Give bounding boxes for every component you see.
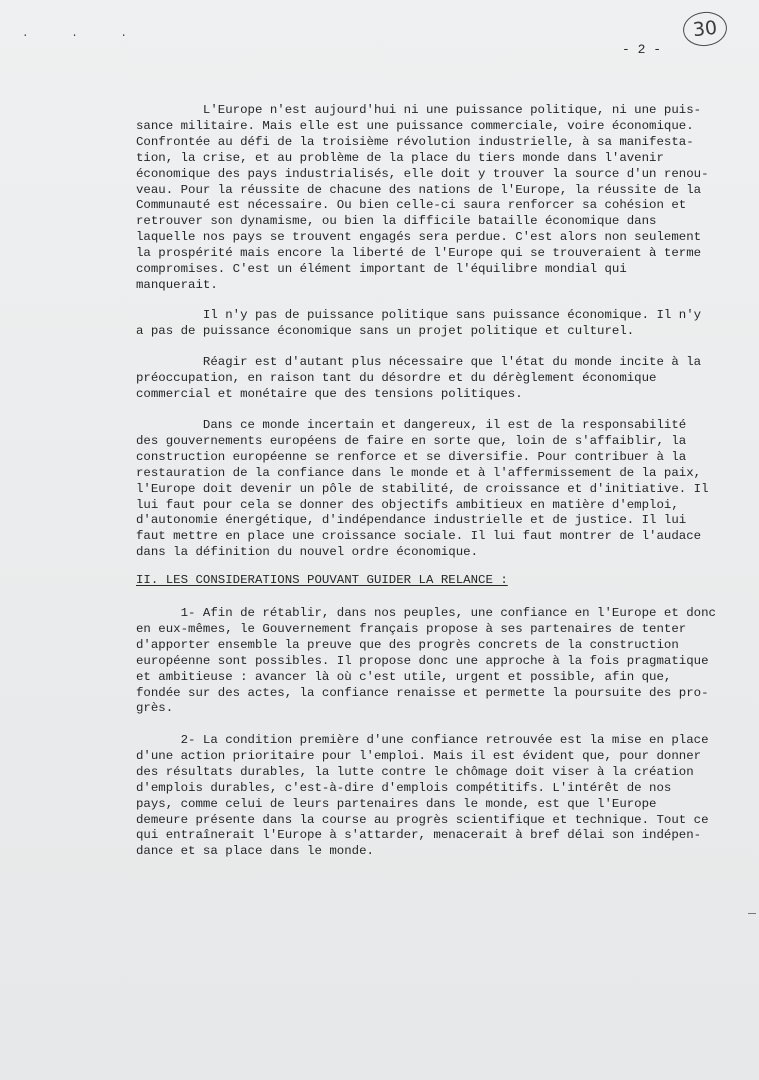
text-line: II. LES CONSIDERATIONS POUVANT GUIDER LA RELANCE : [136,573,508,587]
text-line: d'une action prioritaire pour l'emploi. Mais il est évident que, pour donner [136,748,702,763]
text-line: dans la définition du nouvel ordre économique. [136,545,479,560]
text-line: restauration de la confiance dans le monde et à l'affermissement de la paix, [136,465,702,480]
paragraph-europe-puissance [136,103,716,294]
text-line: Communauté est nécessaire. Ou bien celle-ci saura renforcer sa cohésion et [136,198,687,213]
text-line: la prospérité mais encore la liberté de l'Europe qui se trouveraient à terme [136,246,702,261]
text-line: Réagir est d'autant plus nécessaire que l'état du monde incite à la [136,355,702,369]
text-line: préoccupation, en raison tant du désordre et du dérèglement économique [136,370,657,385]
text-line: qui entraînerait l'Europe à s'attarder, menacerait à bref délai son indépen- [136,828,702,843]
text-line: Il n'y pas de puissance politique sans puissance économique. Il n'y [136,308,702,322]
text-line: construction européenne se renforce et se diversifie. Pour contribuer à la [136,449,687,464]
text-line: grès. [136,701,174,716]
text-line: en eux-mêmes, le Gouvernement français propose à ses partenaires de tenter [136,621,687,636]
text-line: faut mettre en place une croissance sociale. Il lui faut montrer de l'audace [136,529,702,544]
text-line: manquerait. [136,277,218,292]
text-line: l'Europe doit devenir un pôle de stabilité, de croissance et d'initiative. Il [136,481,709,496]
paragraph-monde-incertain [136,418,716,561]
paragraph-puissance-politique [136,308,716,340]
text-line: a pas de puissance économique sans un projet politique et culturel. [136,323,635,338]
text-line: veau. Pour la réussite de chacune des nations de l'Europe, la réussite de la [136,182,702,197]
text-line: fondée sur des actes, la confiance renaisse et permette la poursuite des pro- [136,685,709,700]
text-line: Dans ce monde incertain et dangereux, il est de la responsabilité [136,418,687,432]
text-line: tion, la crise, et au problème de la place du tiers monde dans l'avenir [136,150,664,165]
text-line: 2- La condition première d'une confiance retrouvée est la mise en place [136,733,709,747]
section-heading-considerations [136,573,716,589]
text-line: commercial et monétaire que des tensions politiques. [136,386,523,401]
text-line: laquelle nos pays se trouvent engagés sera perdue. C'est alors non seulement [136,230,702,245]
paragraph-point-1 [136,606,716,717]
archive-number-stamp: 30 [681,10,728,48]
paragraph-reagir [136,355,716,403]
text-line: dance et sa place dans le monde. [136,844,374,859]
text-line: retrouver son dynamisme, ou bien la difficile bataille économique dans [136,214,657,229]
text-line: Confrontée au défi de la troisième révolution industrielle, à sa manifesta- [136,134,694,149]
page-number: - 2 - [622,42,662,57]
paragraph-point-2 [136,733,716,860]
scan-marks: . . . [22,28,146,40]
text-line: d'autonomie énergétique, d'indépendance industrielle et de justice. Il lui [136,513,687,528]
text-line: d'apporter ensemble la preuve que des progrès concrets de la construction [136,637,679,652]
scan-edge-mark [748,913,756,914]
text-line: européenne sont possibles. Il propose donc une approche à la fois pragmatique [136,653,709,668]
text-line: sance militaire. Mais elle est une puissance commerciale, voire économique. [136,118,694,133]
text-line: et ambitieuse : avancer là où c'est utile, urgent et possible, afin que, [136,669,672,684]
text-line: des gouvernements européens de faire en sorte que, loin de s'affaiblir, la [136,433,687,448]
text-line: d'emplois durables, c'est-à-dire d'emplois compétitifs. L'intérêt de nos [136,780,672,795]
text-line: compromises. C'est un élément important de l'équilibre mondial qui [136,262,627,277]
text-line: L'Europe n'est aujourd'hui ni une puissance politique, ni une puis- [136,103,702,117]
text-line: 1- Afin de rétablir, dans nos peuples, une confiance en l'Europe et donc [136,606,716,620]
text-line: demeure présente dans la course au progrès scientifique et technique. Tout ce [136,812,709,827]
text-line: des résultats durables, la lutte contre le chômage doit viser à la création [136,764,694,779]
text-line: pays, comme celui de leurs partenaires dans le monde, est que l'Europe [136,796,657,811]
text-line: économique des pays industrialisés, elle doit y trouver la source d'un renou- [136,166,709,181]
text-line: lui faut pour cela se donner des objectifs ambitieux en matière d'emploi, [136,497,679,512]
